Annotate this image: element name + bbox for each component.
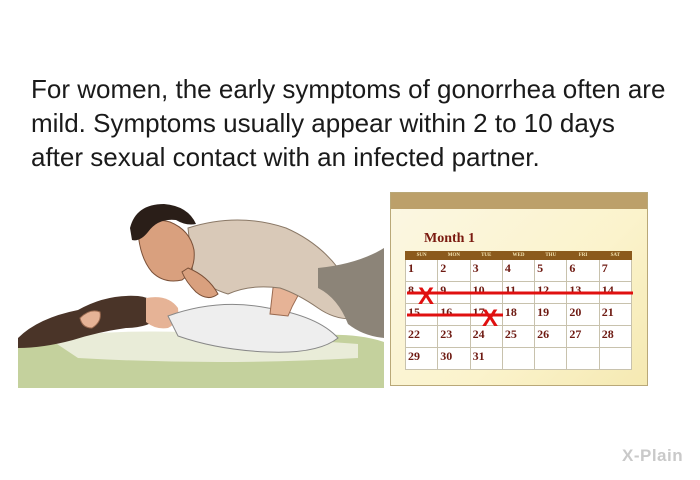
- calendar-day-cell: 21: [599, 304, 631, 326]
- calendar-day-cell: 7: [599, 260, 631, 282]
- calendar-day-cell: 5: [535, 260, 567, 282]
- calendar: [390, 192, 648, 386]
- weekday-header: SAT: [599, 252, 631, 260]
- weekday-header-row: [406, 252, 632, 260]
- calendar-day-cell: 19: [535, 304, 567, 326]
- calendar-week-row: [406, 326, 632, 348]
- calendar-day-cell: 29: [406, 348, 438, 370]
- calendar-grid: [405, 251, 632, 370]
- day-x-mark: X: [482, 305, 499, 332]
- weekday-header: MON: [438, 252, 470, 260]
- calendar-day-cell: 4: [502, 260, 534, 282]
- calendar-day-cell: 10: [470, 282, 502, 304]
- calendar-day-cell: 24: [470, 326, 502, 348]
- weekday-header: FRI: [567, 252, 599, 260]
- day-x-mark: X: [418, 283, 435, 310]
- x-plain-logo: X-Plain: [622, 446, 684, 465]
- calendar-day-cell: 8: [406, 282, 438, 304]
- calendar-day-cell: 25: [502, 326, 534, 348]
- calendar-title: Month 1: [424, 231, 475, 246]
- calendar-day-cell: 22: [406, 326, 438, 348]
- calendar-day-cell: 17: [470, 304, 502, 326]
- calendar-day-cell: 9: [438, 282, 470, 304]
- calendar-week-row: [406, 304, 632, 326]
- calendar-day-cell: 2: [438, 260, 470, 282]
- calendar-day-cell: 11: [502, 282, 534, 304]
- body-text: For women, the early symptoms of gonorrhea often are mild. Symptoms usually appear within 2 to 10 days after sexual contact with an infected partner.: [31, 74, 666, 172]
- calendar-day-cell: 20: [567, 304, 599, 326]
- calendar-day-cell: [567, 348, 599, 370]
- calendar-day-cell: 1: [406, 260, 438, 282]
- calendar-day-cell: 12: [535, 282, 567, 304]
- calendar-week-row: [406, 282, 632, 304]
- calendar-day-cell: 28: [599, 326, 631, 348]
- calendar-day-cell: 23: [438, 326, 470, 348]
- calendar-week-row: [406, 260, 632, 282]
- calendar-day-cell: 31: [470, 348, 502, 370]
- couple-illustration: [18, 198, 384, 388]
- calendar-day-cell: 27: [567, 326, 599, 348]
- weekday-header: TUE: [470, 252, 502, 260]
- calendar-week-row: [406, 348, 632, 370]
- calendar-top-bar: [391, 193, 647, 209]
- calendar-day-cell: 14: [599, 282, 631, 304]
- calendar-day-cell: 13: [567, 282, 599, 304]
- calendar-day-cell: 16: [438, 304, 470, 326]
- calendar-day-cell: 30: [438, 348, 470, 370]
- calendar-day-cell: [502, 348, 534, 370]
- calendar-day-cell: 3: [470, 260, 502, 282]
- calendar-day-cell: 15: [406, 304, 438, 326]
- calendar-day-cell: 26: [535, 326, 567, 348]
- calendar-day-cell: 18: [502, 304, 534, 326]
- calendar-day-cell: [599, 348, 631, 370]
- calendar-day-cell: [535, 348, 567, 370]
- weekday-header: THU: [535, 252, 567, 260]
- calendar-day-cell: 6: [567, 260, 599, 282]
- weekday-header: WED: [502, 252, 534, 260]
- weekday-header: SUN: [406, 252, 438, 260]
